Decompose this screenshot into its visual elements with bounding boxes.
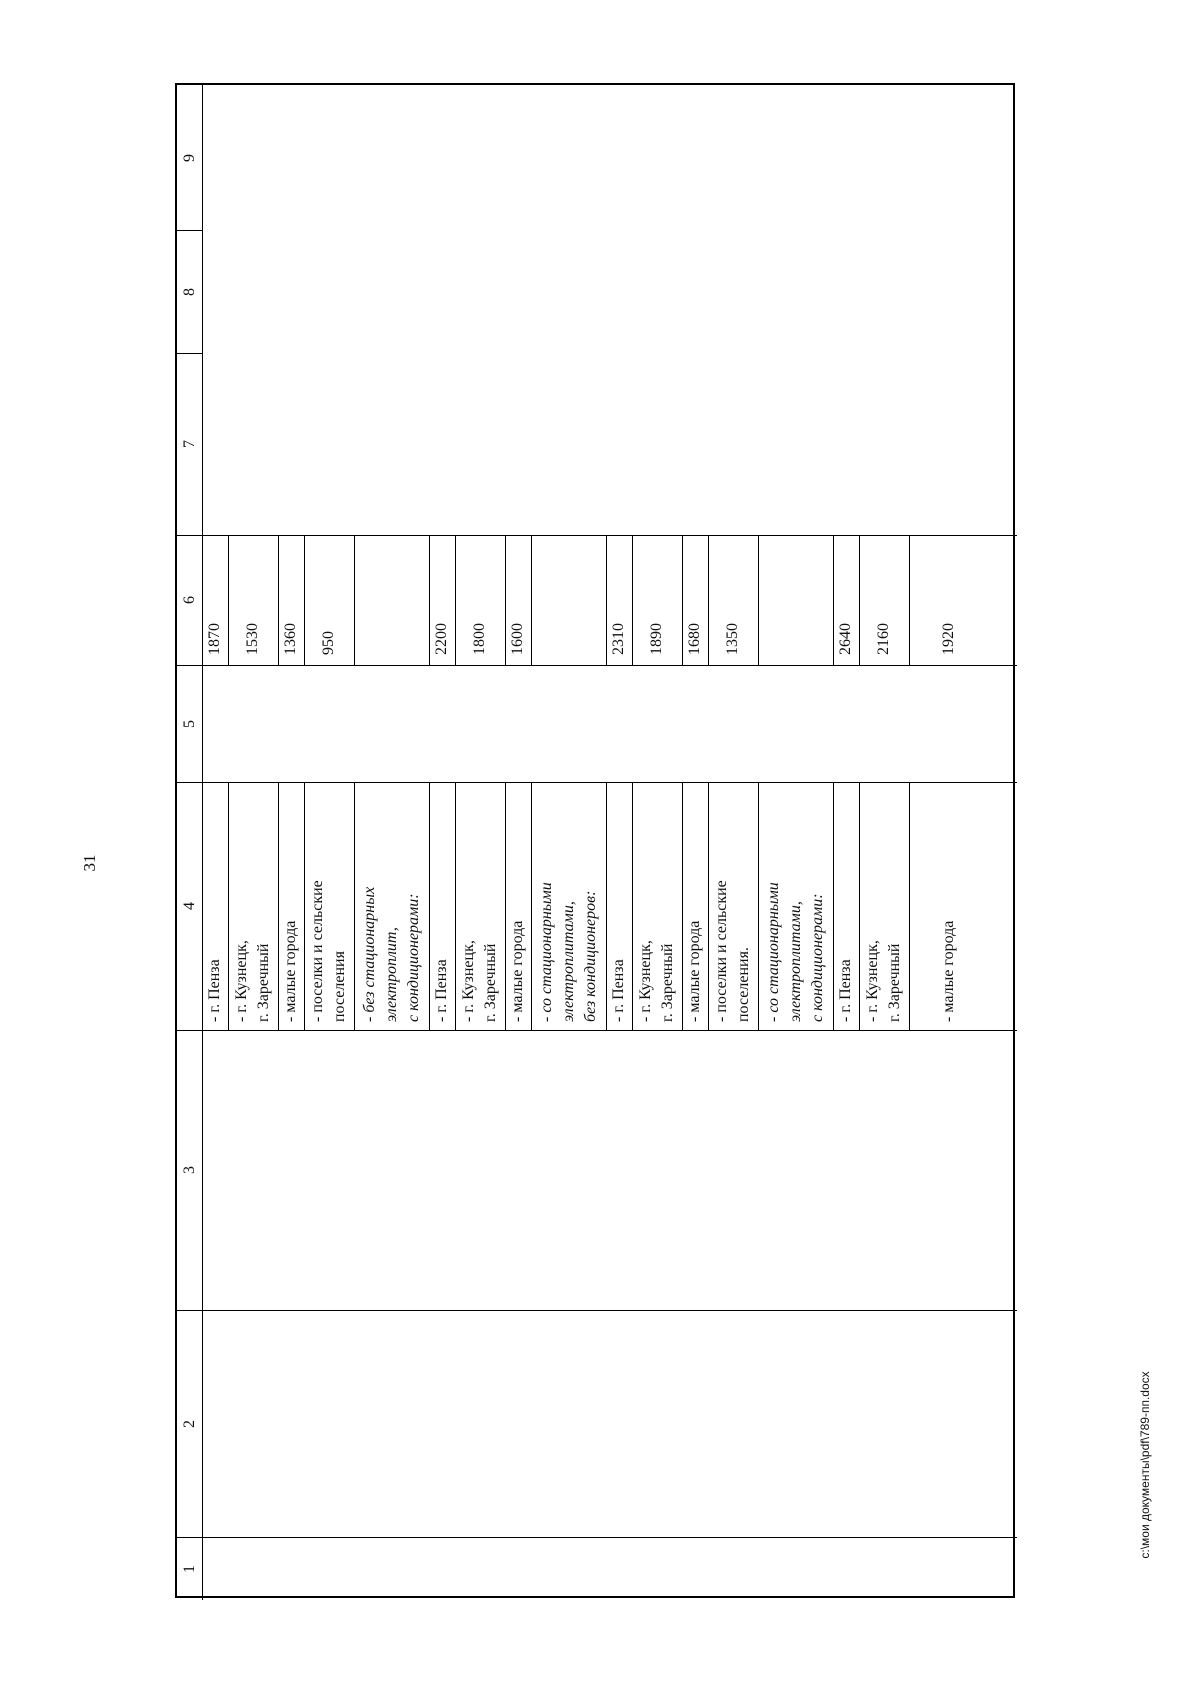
row-label-cell <box>202 782 228 1030</box>
page-number: 31 <box>80 854 99 872</box>
row-label: - г. Кузнецк, г. Заречный <box>637 940 676 1022</box>
row-label-cell <box>228 782 278 1030</box>
column-number-2 <box>177 1310 202 1537</box>
row-label-cell <box>632 782 682 1030</box>
row-value-cell <box>708 535 758 665</box>
column-number-text: 5 <box>180 719 198 728</box>
row-value: 1350 <box>724 623 741 655</box>
row-value-cell <box>429 535 455 665</box>
row-label-cell <box>909 782 989 1030</box>
row-value: 1530 <box>244 623 261 655</box>
row-label: - г. Кузнецк, г. Заречный <box>460 940 499 1022</box>
column-number-6 <box>177 535 202 665</box>
row-value-cell <box>278 535 304 665</box>
column-number-text: 4 <box>180 902 198 910</box>
row-label: - г. Пенза <box>837 959 854 1022</box>
row-label-cell <box>758 782 833 1030</box>
footer-file-path: c:\мои документы\pdf\789-пп.docx <box>1138 1371 1152 1559</box>
row-label: - без стационарных электроплит, с кондиционерами: <box>360 886 422 1022</box>
row-value: 2160 <box>875 623 892 655</box>
column-number-text: 2 <box>180 1419 198 1428</box>
row-value-cell <box>455 535 505 665</box>
column-number-1 <box>177 1537 202 1600</box>
row-label-cell <box>304 782 354 1030</box>
table-rule <box>177 1030 1017 1031</box>
row-value-cell <box>909 535 989 665</box>
row-value: 1360 <box>282 623 299 655</box>
column-number-text: 1 <box>180 1564 198 1573</box>
row-label-cell <box>708 782 758 1030</box>
row-value-cell <box>228 535 278 665</box>
column-number-text: 8 <box>180 287 198 296</box>
row-label-cell <box>354 782 429 1030</box>
row-value: 1920 <box>940 623 957 655</box>
row-value-cell <box>304 535 354 665</box>
row-label-cell <box>859 782 909 1030</box>
row-label-cell <box>278 782 304 1030</box>
row-value: 1870 <box>206 623 223 655</box>
column-number-text: 7 <box>180 440 198 448</box>
row-value: 1890 <box>648 623 665 655</box>
row-value: 2310 <box>610 623 627 655</box>
row-label-cell <box>505 782 531 1030</box>
row-label: - поселки и сельские поселения <box>309 880 348 1022</box>
column-number-text: 6 <box>180 596 198 604</box>
column-number-8 <box>177 230 202 353</box>
rotated-table <box>175 83 1015 1598</box>
row-value: 1600 <box>509 623 526 655</box>
row-label-cell <box>531 782 606 1030</box>
row-label: - со стационарными электроплитами, с кондиционерами: <box>764 882 826 1022</box>
column-number-text: 3 <box>180 1166 198 1174</box>
row-value: 1800 <box>471 623 488 655</box>
row-label-cell <box>833 782 859 1030</box>
row-value-cell <box>632 535 682 665</box>
row-label-cell <box>606 782 632 1030</box>
row-value-cell <box>758 535 833 665</box>
table-rule <box>177 1537 1017 1538</box>
row-value-cell <box>606 535 632 665</box>
row-value-cell <box>682 535 708 665</box>
row-label: - г. Пенза <box>610 959 627 1022</box>
row-label-cell <box>455 782 505 1030</box>
row-value-cell <box>202 535 228 665</box>
table-rule <box>177 1310 1017 1311</box>
row-label: - г. Пенза <box>206 959 223 1022</box>
row-label: - г. Кузнецк, г. Заречный <box>233 940 272 1022</box>
row-value: 2200 <box>433 623 450 655</box>
row-value-cell <box>505 535 531 665</box>
row-value: 2640 <box>837 623 854 655</box>
column-number-7 <box>177 353 202 535</box>
column-number-4 <box>177 782 202 1030</box>
row-value-cell <box>859 535 909 665</box>
row-value-cell <box>833 535 859 665</box>
row-label: - поселки и сельские поселения. <box>713 880 752 1022</box>
column-number-9 <box>177 85 202 230</box>
table-rule <box>177 665 1017 666</box>
row-label: - малые города <box>686 920 703 1022</box>
row-value-cell <box>354 535 429 665</box>
row-label-cell <box>682 782 708 1030</box>
row-label: - малые города <box>282 920 299 1022</box>
row-label: - г. Кузнецк, г. Заречный <box>864 940 903 1022</box>
row-value: 1680 <box>686 623 703 655</box>
column-number-5 <box>177 665 202 782</box>
row-label: - малые города <box>940 920 957 1022</box>
column-number-text: 9 <box>180 153 198 162</box>
row-value: 950 <box>320 631 337 655</box>
row-label-cell <box>429 782 455 1030</box>
column-number-3 <box>177 1030 202 1310</box>
row-label: - г. Пенза <box>433 959 450 1022</box>
row-value-cell <box>531 535 606 665</box>
row-label: - малые города <box>509 920 526 1022</box>
row-label: - со стационарными электроплитами, без кондиционеров: <box>537 882 599 1022</box>
